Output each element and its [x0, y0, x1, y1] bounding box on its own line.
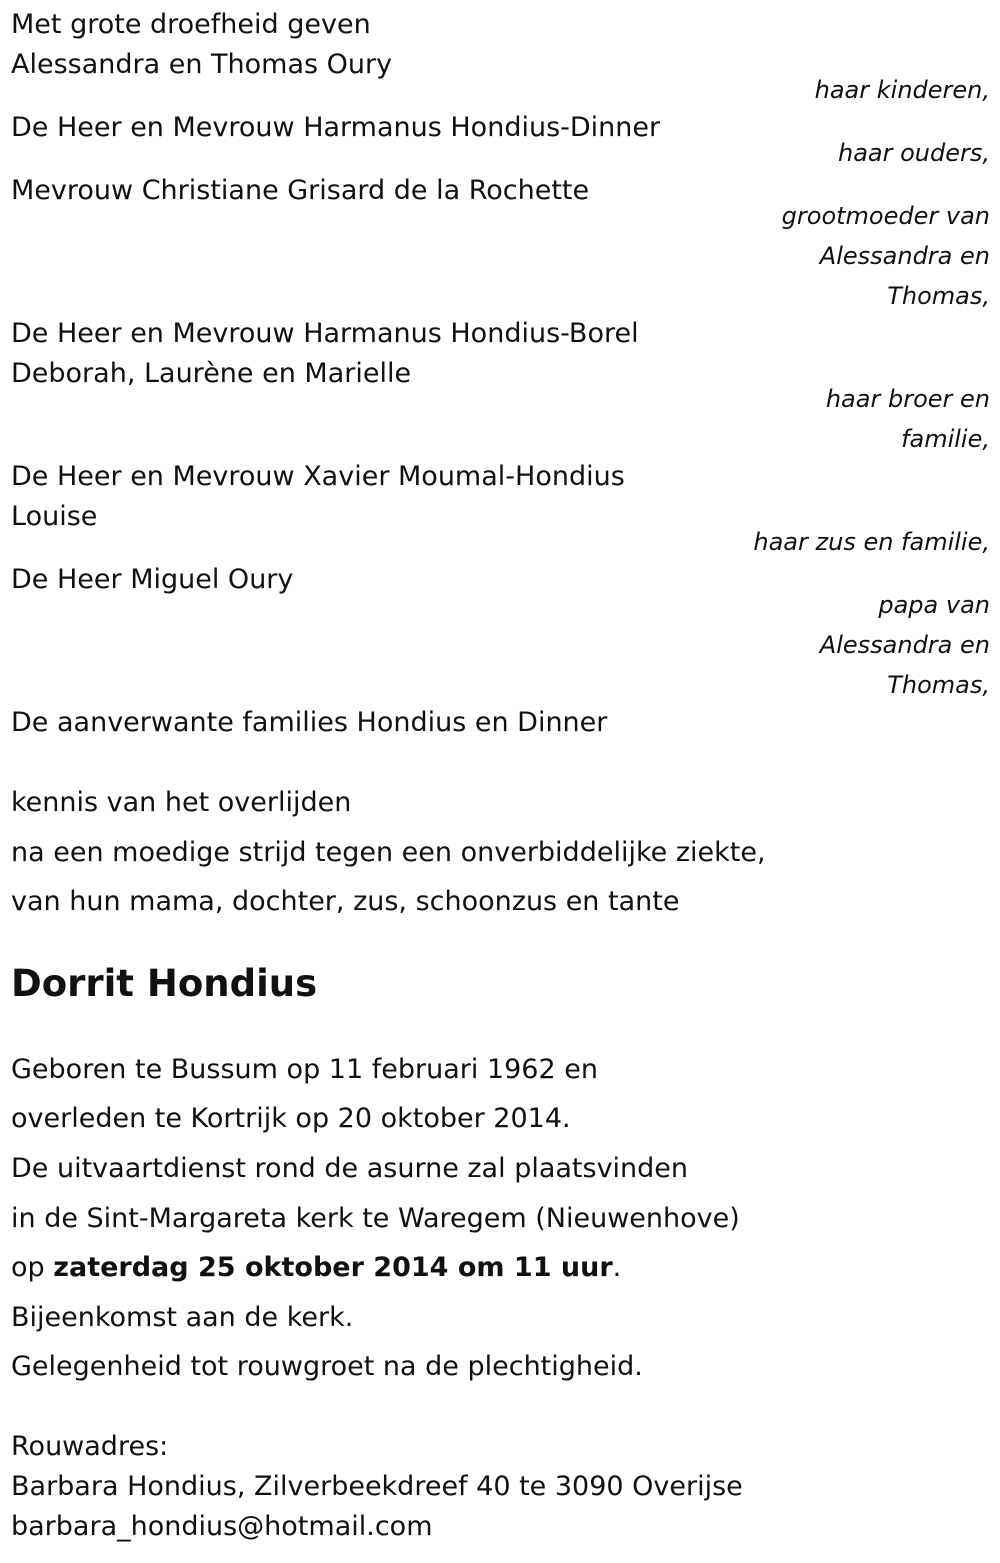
father-name: De Heer Miguel Oury	[11, 564, 294, 595]
announcement-line-2: na een moedige strijd tegen een onverbiddelijke ziekte,	[11, 837, 766, 868]
father-role-2: Alessandra en	[819, 631, 990, 659]
deceased-name: Dorrit Hondius	[11, 962, 318, 1005]
sister-child: Louise	[11, 501, 98, 532]
grandmother-role-1: grootmoeder van	[781, 202, 990, 230]
children-names: Alessandra en Thomas Oury	[11, 49, 393, 80]
parents-role: haar ouders,	[837, 139, 990, 167]
grandmother-role-3: Thomas,	[887, 282, 990, 310]
father-role-3: Thomas,	[887, 671, 990, 699]
sister-role: haar zus en familie,	[753, 528, 990, 556]
brother-role-2: familie,	[901, 425, 990, 453]
condolence-line: Gelegenheid tot rouwgroet na de plechtigheid.	[11, 1351, 643, 1382]
date-suffix: .	[612, 1252, 622, 1283]
intro-line: Met grote droefheid geven	[11, 9, 371, 40]
service-date: zaterdag 25 oktober 2014 om 11 uur	[53, 1252, 613, 1283]
sister-names: De Heer en Mevrouw Xavier Moumal-Hondius	[11, 461, 625, 492]
father-role-1: papa van	[878, 591, 990, 619]
brother-role-1: haar broer en	[825, 385, 990, 413]
service-line-1: De uitvaartdienst rond de asurne zal plaatsvinden	[11, 1153, 689, 1184]
service-date-line	[11, 1248, 621, 1288]
children-role: haar kinderen,	[814, 76, 990, 104]
service-line-2: in de Sint-Margareta kerk te Waregem (Nieuwenhove)	[11, 1203, 740, 1234]
address-label: Rouwadres:	[11, 1431, 169, 1462]
brother-names: De Heer en Mevrouw Harmanus Hondius-Borel	[11, 318, 639, 349]
announcement-line-1: kennis van het overlijden	[11, 787, 352, 818]
grandmother-name: Mevrouw Christiane Grisard de la Rochette	[11, 175, 590, 206]
gathering-line: Bijeenkomst aan de kerk.	[11, 1302, 354, 1333]
families-line: De aanverwante families Hondius en Dinner	[11, 707, 608, 738]
address-email[interactable]: barbara_hondius@hotmail.com	[11, 1511, 433, 1542]
date-prefix: op	[11, 1252, 45, 1283]
brother-children: Deborah, Laurène en Marielle	[11, 358, 412, 389]
address-line: Barbara Hondius, Zilverbeekdreef 40 te 3090 Overijse	[11, 1471, 743, 1502]
died-line: overleden te Kortrijk op 20 oktober 2014.	[11, 1103, 571, 1134]
announcement-line-3: van hun mama, dochter, zus, schoonzus en tante	[11, 886, 680, 917]
born-line: Geboren te Bussum op 11 februari 1962 en	[11, 1054, 598, 1085]
grandmother-role-2: Alessandra en	[819, 242, 990, 270]
parents-names: De Heer en Mevrouw Harmanus Hondius-Dinner	[11, 112, 661, 143]
